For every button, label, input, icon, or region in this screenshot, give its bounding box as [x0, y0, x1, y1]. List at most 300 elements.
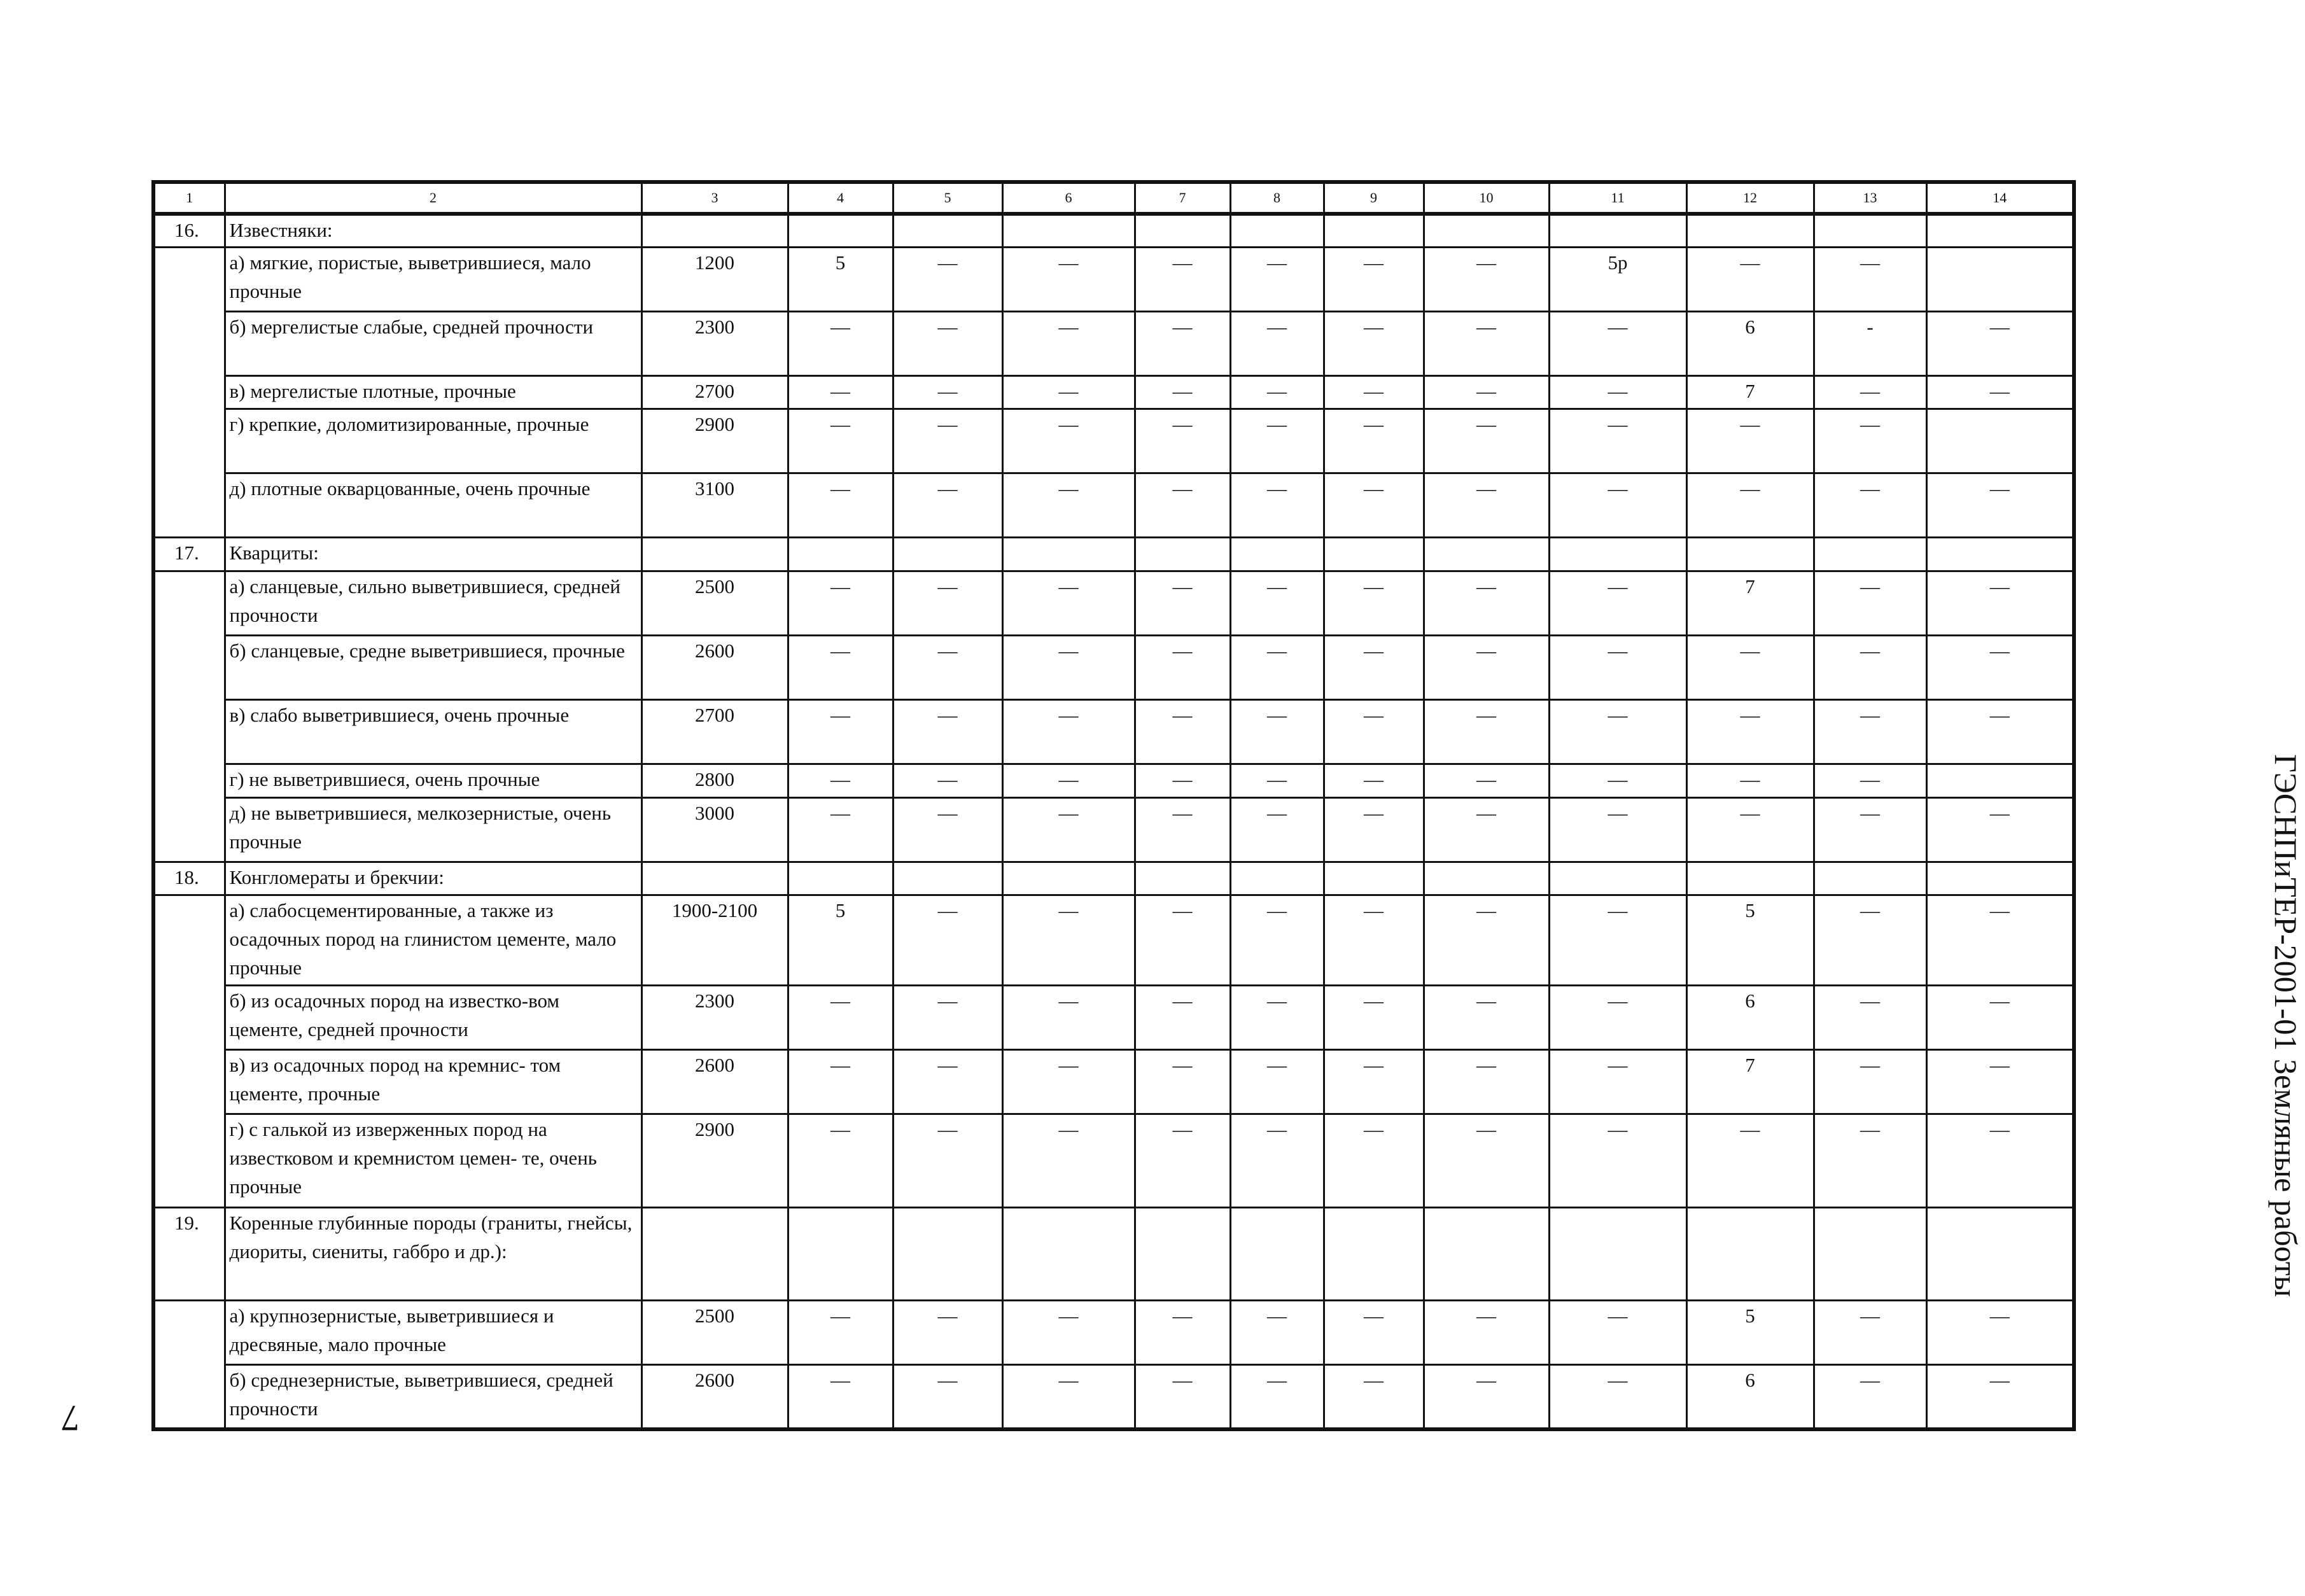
- value-cell: —: [788, 985, 893, 1049]
- value-cell: —: [1686, 797, 1814, 862]
- value-cell: —: [1814, 700, 1926, 764]
- group-number-cell: [153, 895, 225, 986]
- group-number-cell: [153, 375, 225, 409]
- value-cell: —: [1549, 895, 1686, 986]
- value-cell: —: [1424, 1050, 1549, 1114]
- table-row: [153, 700, 2074, 764]
- table-row: [153, 473, 2074, 538]
- value-cell: [1002, 862, 1135, 895]
- value-cell: —: [1324, 764, 1424, 798]
- value-cell: —: [893, 797, 1002, 862]
- value-cell: —: [1549, 375, 1686, 409]
- column-number-cell: 11: [1549, 182, 1686, 214]
- value-cell: —: [1002, 1301, 1135, 1365]
- value-cell: —: [1135, 797, 1230, 862]
- value-cell: [1324, 214, 1424, 248]
- value-cell: —: [1324, 571, 1424, 636]
- rock-description-cell: Конгломераты и брекчии:: [225, 862, 641, 895]
- value-cell: —: [1230, 311, 1324, 375]
- value-cell: —: [893, 247, 1002, 311]
- value-cell: —: [1135, 1365, 1230, 1429]
- rock-description-cell: д) не выветрившиеся, мелкозернистые, очень прочные: [225, 797, 641, 862]
- value-cell: —: [1424, 700, 1549, 764]
- table-row: [153, 1050, 2074, 1114]
- value-cell: [1424, 1207, 1549, 1301]
- value-cell: —: [1814, 985, 1926, 1049]
- rock-description-cell: б) среднезернистые, выветрившиеся, средней прочности: [225, 1365, 641, 1429]
- group-number-cell: 17.: [153, 538, 225, 571]
- rock-description-cell: а) сланцевые, сильно выветрившиеся, средней прочности: [225, 571, 641, 636]
- table-row: [153, 1301, 2074, 1365]
- value-cell: —: [1230, 1301, 1324, 1365]
- group-number-cell: [153, 1301, 225, 1365]
- value-cell: —: [1324, 409, 1424, 473]
- value-cell: —: [1549, 311, 1686, 375]
- density-cell: 2700: [641, 700, 788, 764]
- value-cell: —: [1324, 797, 1424, 862]
- value-cell: —: [893, 700, 1002, 764]
- rock-description-cell: в) из осадочных пород на кремнис- том цементе, прочные: [225, 1050, 641, 1114]
- value-cell: 5: [788, 247, 893, 311]
- value-cell: [1814, 862, 1926, 895]
- group-number-cell: 16.: [153, 214, 225, 248]
- value-cell: —: [893, 409, 1002, 473]
- table-row: [153, 985, 2074, 1049]
- value-cell: —: [1230, 1114, 1324, 1208]
- value-cell: [1135, 862, 1230, 895]
- density-cell: 2600: [641, 1365, 788, 1429]
- density-cell: 2600: [641, 1050, 788, 1114]
- value-cell: —: [788, 571, 893, 636]
- value-cell: —: [1814, 1365, 1926, 1429]
- column-number-cell: 4: [788, 182, 893, 214]
- value-cell: —: [893, 571, 1002, 636]
- value-cell: 6: [1686, 311, 1814, 375]
- group-number-cell: [153, 1114, 225, 1208]
- value-cell: —: [1549, 764, 1686, 798]
- group-number-cell: [153, 764, 225, 798]
- value-cell: —: [1424, 636, 1549, 700]
- value-cell: —: [1230, 700, 1324, 764]
- value-cell: —: [1424, 1365, 1549, 1429]
- value-cell: [1002, 214, 1135, 248]
- value-cell: —: [1002, 409, 1135, 473]
- value-cell: [788, 538, 893, 571]
- value-cell: —: [1230, 247, 1324, 311]
- value-cell: —: [1926, 797, 2074, 862]
- value-cell: —: [1135, 985, 1230, 1049]
- value-cell: —: [1002, 571, 1135, 636]
- value-cell: —: [1549, 473, 1686, 538]
- value-cell: —: [788, 700, 893, 764]
- value-cell: —: [1324, 247, 1424, 311]
- table-row: [153, 764, 2074, 798]
- value-cell: —: [1002, 1365, 1135, 1429]
- value-cell: —: [1002, 985, 1135, 1049]
- value-cell: —: [1926, 311, 2074, 375]
- value-cell: —: [1324, 375, 1424, 409]
- rock-description-cell: а) мягкие, пористые, выветрившиеся, мало прочные: [225, 247, 641, 311]
- value-cell: —: [1324, 700, 1424, 764]
- value-cell: —: [788, 764, 893, 798]
- value-cell: —: [1814, 1114, 1926, 1208]
- page-number: 7: [61, 1397, 80, 1439]
- value-cell: —: [1549, 985, 1686, 1049]
- value-cell: —: [1135, 895, 1230, 986]
- column-number-cell: 3: [641, 182, 788, 214]
- group-number-cell: [153, 1050, 225, 1114]
- value-cell: —: [1002, 764, 1135, 798]
- value-cell: [1230, 862, 1324, 895]
- value-cell: —: [1135, 375, 1230, 409]
- value-cell: —: [893, 764, 1002, 798]
- value-cell: —: [1230, 1050, 1324, 1114]
- value-cell: —: [1324, 985, 1424, 1049]
- value-cell: [1324, 1207, 1424, 1301]
- value-cell: [1424, 214, 1549, 248]
- value-cell: —: [1424, 247, 1549, 311]
- value-cell: —: [1135, 764, 1230, 798]
- column-number-cell: 7: [1135, 182, 1230, 214]
- column-number-cell: 5: [893, 182, 1002, 214]
- density-cell: 1200: [641, 247, 788, 311]
- value-cell: —: [1230, 636, 1324, 700]
- value-cell: 5р: [1549, 247, 1686, 311]
- value-cell: —: [1926, 700, 2074, 764]
- value-cell: —: [1135, 311, 1230, 375]
- density-cell: [641, 538, 788, 571]
- group-number-cell: [153, 797, 225, 862]
- value-cell: 7: [1686, 375, 1814, 409]
- value-cell: [1324, 862, 1424, 895]
- value-cell: —: [1324, 1301, 1424, 1365]
- group-number-cell: [153, 636, 225, 700]
- value-cell: —: [1926, 636, 2074, 700]
- value-cell: —: [788, 1050, 893, 1114]
- value-cell: [1686, 538, 1814, 571]
- value-cell: —: [1002, 247, 1135, 311]
- table-row: [153, 797, 2074, 862]
- table-row: [153, 1207, 2074, 1301]
- table-row: [153, 895, 2074, 986]
- value-cell: [1549, 1207, 1686, 1301]
- value-cell: 7: [1686, 1050, 1814, 1114]
- group-number-cell: [153, 571, 225, 636]
- value-cell: [1230, 214, 1324, 248]
- value-cell: [788, 1207, 893, 1301]
- value-cell: —: [1230, 409, 1324, 473]
- rock-description-cell: б) мергелистые слабые, средней прочности: [225, 311, 641, 375]
- value-cell: [893, 214, 1002, 248]
- value-cell: —: [893, 473, 1002, 538]
- value-cell: —: [893, 895, 1002, 986]
- value-cell: —: [1424, 375, 1549, 409]
- table-row: [153, 538, 2074, 571]
- value-cell: —: [788, 797, 893, 862]
- value-cell: —: [1424, 797, 1549, 862]
- table-row: [153, 247, 2074, 311]
- value-cell: —: [1230, 797, 1324, 862]
- value-cell: —: [1324, 636, 1424, 700]
- value-cell: —: [1549, 797, 1686, 862]
- value-cell: —: [788, 375, 893, 409]
- value-cell: —: [788, 409, 893, 473]
- value-cell: —: [1926, 1050, 2074, 1114]
- value-cell: [1549, 214, 1686, 248]
- value-cell: —: [1135, 571, 1230, 636]
- value-cell: [1814, 538, 1926, 571]
- value-cell: —: [1135, 1301, 1230, 1365]
- value-cell: 5: [788, 895, 893, 986]
- value-cell: —: [1002, 797, 1135, 862]
- group-number-cell: [153, 1365, 225, 1429]
- density-cell: 2300: [641, 985, 788, 1049]
- value-cell: —: [1324, 1365, 1424, 1429]
- value-cell: —: [1549, 1050, 1686, 1114]
- value-cell: —: [1814, 409, 1926, 473]
- value-cell: —: [1814, 764, 1926, 798]
- value-cell: [1926, 214, 2074, 248]
- value-cell: —: [1002, 636, 1135, 700]
- value-cell: [1135, 538, 1230, 571]
- value-cell: —: [1814, 1050, 1926, 1114]
- value-cell: —: [788, 1301, 893, 1365]
- value-cell: —: [1230, 985, 1324, 1049]
- value-cell: —: [1814, 797, 1926, 862]
- table-row: [153, 571, 2074, 636]
- group-number-cell: [153, 247, 225, 311]
- value-cell: [893, 1207, 1002, 1301]
- value-cell: [788, 862, 893, 895]
- density-cell: [641, 214, 788, 248]
- rock-description-cell: Кварциты:: [225, 538, 641, 571]
- density-cell: 2600: [641, 636, 788, 700]
- value-cell: —: [1686, 473, 1814, 538]
- density-cell: 2900: [641, 1114, 788, 1208]
- value-cell: —: [1324, 311, 1424, 375]
- rock-description-cell: Коренные глубинные породы (граниты, гнейсы, диориты, сиениты, габбро и др.):: [225, 1207, 641, 1301]
- group-number-cell: 19.: [153, 1207, 225, 1301]
- value-cell: —: [1814, 1301, 1926, 1365]
- value-cell: —: [1002, 700, 1135, 764]
- table-row: [153, 375, 2074, 409]
- value-cell: —: [1686, 1114, 1814, 1208]
- value-cell: —: [1135, 473, 1230, 538]
- value-cell: —: [893, 311, 1002, 375]
- rock-description-cell: а) слабосцементированные, а также из осадочных пород на глинистом цементе, мало прочные: [225, 895, 641, 986]
- value-cell: —: [1424, 571, 1549, 636]
- value-cell: —: [1549, 700, 1686, 764]
- value-cell: [1814, 1207, 1926, 1301]
- value-cell: —: [1424, 895, 1549, 986]
- rock-description-cell: г) с галькой из изверженных пород на известковом и кремнистом цемен- те, очень прочные: [225, 1114, 641, 1208]
- value-cell: —: [893, 1365, 1002, 1429]
- table-row: [153, 311, 2074, 375]
- value-cell: —: [1324, 473, 1424, 538]
- rock-description-cell: а) крупнозернистые, выветрившиеся и дресвяные, мало прочные: [225, 1301, 641, 1365]
- group-number-cell: [153, 985, 225, 1049]
- value-cell: [788, 214, 893, 248]
- value-cell: —: [1686, 764, 1814, 798]
- table-row: [153, 862, 2074, 895]
- value-cell: —: [1424, 1114, 1549, 1208]
- rock-description-cell: в) слабо выветрившиеся, очень прочные: [225, 700, 641, 764]
- value-cell: 6: [1686, 985, 1814, 1049]
- value-cell: [1686, 214, 1814, 248]
- value-cell: 6: [1686, 1365, 1814, 1429]
- value-cell: —: [1135, 247, 1230, 311]
- soil-classification-table: [151, 180, 2076, 1431]
- density-cell: 2800: [641, 764, 788, 798]
- value-cell: [1002, 538, 1135, 571]
- value-cell: —: [1549, 636, 1686, 700]
- value-cell: —: [1230, 375, 1324, 409]
- density-cell: 3000: [641, 797, 788, 862]
- column-number-cell: 14: [1926, 182, 2074, 214]
- value-cell: —: [1926, 985, 2074, 1049]
- value-cell: —: [1926, 1301, 2074, 1365]
- value-cell: —: [1135, 1050, 1230, 1114]
- density-cell: 2900: [641, 409, 788, 473]
- value-cell: —: [1230, 571, 1324, 636]
- value-cell: —: [1814, 571, 1926, 636]
- value-cell: —: [1926, 571, 2074, 636]
- value-cell: —: [893, 1301, 1002, 1365]
- value-cell: [1814, 214, 1926, 248]
- value-cell: —: [1686, 247, 1814, 311]
- value-cell: —: [1424, 409, 1549, 473]
- value-cell: —: [1424, 985, 1549, 1049]
- value-cell: —: [1926, 1365, 2074, 1429]
- rock-description-cell: г) не выветрившиеся, очень прочные: [225, 764, 641, 798]
- value-cell: —: [1324, 895, 1424, 986]
- value-cell: —: [1324, 1114, 1424, 1208]
- value-cell: —: [1230, 1365, 1324, 1429]
- rock-description-cell: г) крепкие, доломитизированные, прочные: [225, 409, 641, 473]
- value-cell: [1926, 862, 2074, 895]
- value-cell: —: [1549, 1301, 1686, 1365]
- table-row: [153, 1114, 2074, 1208]
- value-cell: [1926, 538, 2074, 571]
- value-cell: [893, 862, 1002, 895]
- value-cell: 5: [1686, 895, 1814, 986]
- value-cell: —: [1230, 764, 1324, 798]
- value-cell: [1549, 538, 1686, 571]
- value-cell: —: [893, 1114, 1002, 1208]
- rock-description-cell: б) из осадочных пород на известко-вом цементе, средней прочности: [225, 985, 641, 1049]
- value-cell: [1424, 862, 1549, 895]
- value-cell: —: [1230, 473, 1324, 538]
- value-cell: —: [1814, 473, 1926, 538]
- value-cell: —: [1135, 700, 1230, 764]
- value-cell: [1686, 1207, 1814, 1301]
- density-cell: 2500: [641, 571, 788, 636]
- group-number-cell: [153, 473, 225, 538]
- table-row: [153, 214, 2074, 248]
- value-cell: —: [1686, 636, 1814, 700]
- value-cell: [1926, 409, 2074, 473]
- group-number-cell: [153, 409, 225, 473]
- value-cell: —: [788, 1114, 893, 1208]
- value-cell: [1135, 1207, 1230, 1301]
- value-cell: —: [1424, 764, 1549, 798]
- value-cell: —: [1814, 636, 1926, 700]
- column-number-cell: 12: [1686, 182, 1814, 214]
- value-cell: —: [1686, 700, 1814, 764]
- density-cell: 2300: [641, 311, 788, 375]
- value-cell: [1135, 214, 1230, 248]
- group-number-cell: [153, 311, 225, 375]
- document-side-caption: ГЭСНПиТЕР-2001-01 Земляные работы: [2268, 754, 2304, 1298]
- density-cell: 2500: [641, 1301, 788, 1365]
- value-cell: —: [1002, 1114, 1135, 1208]
- value-cell: [1230, 538, 1324, 571]
- value-cell: —: [1424, 473, 1549, 538]
- value-cell: —: [1686, 409, 1814, 473]
- value-cell: —: [1549, 1365, 1686, 1429]
- value-cell: —: [1926, 1114, 2074, 1208]
- value-cell: —: [1926, 473, 2074, 538]
- group-number-cell: 18.: [153, 862, 225, 895]
- column-number-cell: 10: [1424, 182, 1549, 214]
- value-cell: —: [1230, 895, 1324, 986]
- density-cell: 2700: [641, 375, 788, 409]
- value-cell: [1002, 1207, 1135, 1301]
- value-cell: [1424, 538, 1549, 571]
- value-cell: —: [1135, 409, 1230, 473]
- value-cell: —: [1549, 409, 1686, 473]
- rock-description-cell: д) плотные окварцованные, очень прочные: [225, 473, 641, 538]
- value-cell: —: [1002, 473, 1135, 538]
- table-row: [153, 636, 2074, 700]
- column-number-row: [153, 182, 2074, 214]
- column-number-cell: 13: [1814, 182, 1926, 214]
- rock-description-cell: б) сланцевые, средне выветрившиеся, прочные: [225, 636, 641, 700]
- value-cell: —: [788, 1365, 893, 1429]
- value-cell: [1324, 538, 1424, 571]
- value-cell: —: [893, 985, 1002, 1049]
- value-cell: —: [1926, 375, 2074, 409]
- density-cell: [641, 862, 788, 895]
- value-cell: [1926, 1207, 2074, 1301]
- table-row: [153, 1365, 2074, 1429]
- value-cell: [1686, 862, 1814, 895]
- column-number-cell: 9: [1324, 182, 1424, 214]
- group-number-cell: [153, 700, 225, 764]
- rock-description-cell: Известняки:: [225, 214, 641, 248]
- value-cell: —: [1814, 247, 1926, 311]
- value-cell: —: [1002, 311, 1135, 375]
- value-cell: [1549, 862, 1686, 895]
- value-cell: —: [1002, 375, 1135, 409]
- value-cell: —: [788, 311, 893, 375]
- value-cell: —: [893, 375, 1002, 409]
- density-cell: 3100: [641, 473, 788, 538]
- value-cell: 7: [1686, 571, 1814, 636]
- column-number-cell: 1: [153, 182, 225, 214]
- value-cell: —: [1549, 571, 1686, 636]
- value-cell: —: [1324, 1050, 1424, 1114]
- value-cell: —: [1549, 1114, 1686, 1208]
- value-cell: —: [1926, 895, 2074, 986]
- value-cell: —: [1424, 1301, 1549, 1365]
- value-cell: —: [1424, 311, 1549, 375]
- value-cell: -: [1814, 311, 1926, 375]
- column-number-cell: 2: [225, 182, 641, 214]
- value-cell: 5: [1686, 1301, 1814, 1365]
- value-cell: —: [893, 636, 1002, 700]
- value-cell: —: [1814, 375, 1926, 409]
